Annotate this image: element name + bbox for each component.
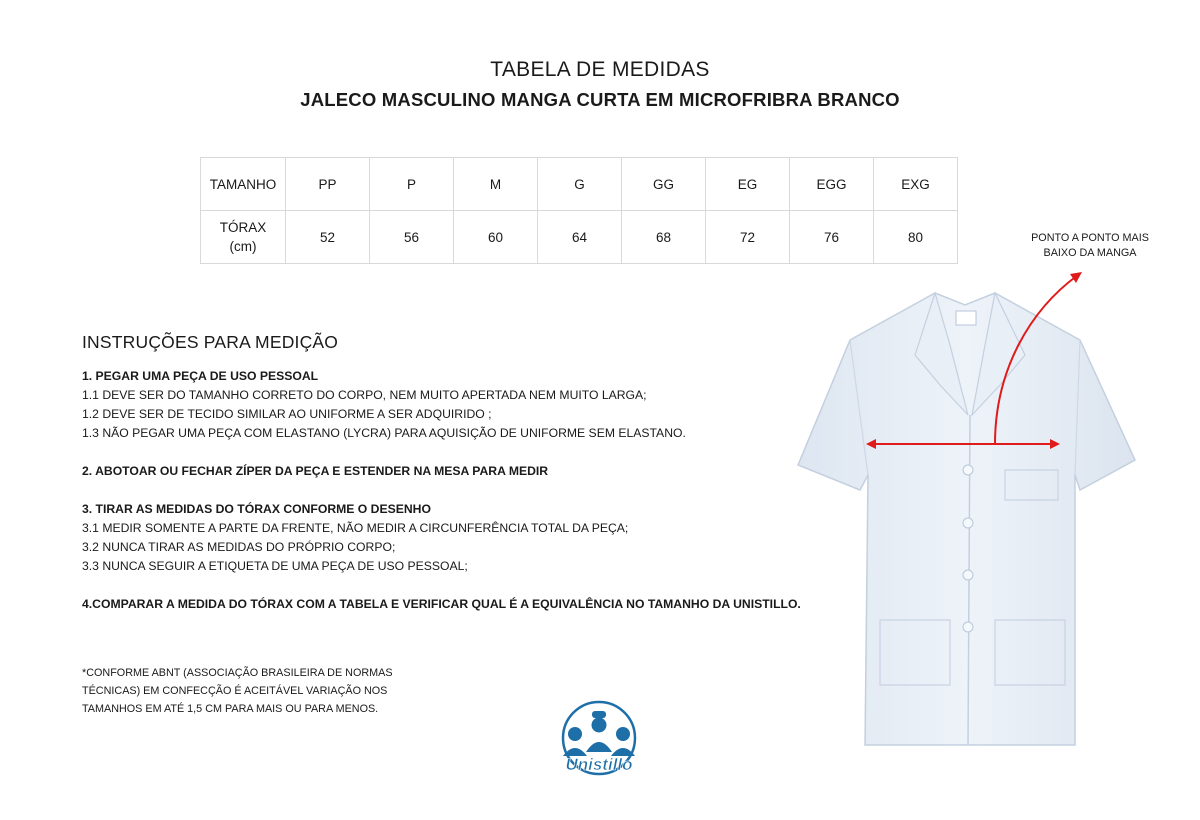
- step-4-title: 4.COMPARAR A MEDIDA DO TÓRAX COM A TABELA E VERIFICAR QUAL É A EQUIVALÊNCIA NO TAMANHO DA UNISTILLO.: [82, 597, 801, 611]
- table-cell-chest: 72: [706, 211, 790, 264]
- step-3-2: 3.2 NUNCA TIRAR AS MEDIDAS DO PRÓPRIO CORPO;: [82, 540, 396, 554]
- table-cell-chest: 76: [790, 211, 874, 264]
- size-table: [200, 157, 958, 264]
- table-cell-chest: 80: [874, 211, 958, 264]
- table-cell-size: EXG: [874, 158, 958, 211]
- note-line: TAMANHOS EM ATÉ 1,5 CM PARA MAIS OU PARA MENOS.: [82, 703, 379, 715]
- instructions-title: INSTRUÇÕES PARA MEDIÇÃO: [82, 332, 339, 352]
- instructions-list: [82, 367, 801, 614]
- table-cell-size: EG: [706, 158, 790, 211]
- table-cell-chest: 68: [622, 211, 706, 264]
- logo-text: Unistillo: [565, 755, 633, 774]
- table-cell-size: EGG: [790, 158, 874, 211]
- table-cell-size: P: [370, 158, 454, 211]
- table-cell-chest: 52: [286, 211, 370, 264]
- step-3-1: 3.1 MEDIR SOMENTE A PARTE DA FRENTE, NÃO MEDIR A CIRCUNFERÊNCIA TOTAL DA PEÇA;: [82, 521, 629, 535]
- step-1-1: 1.1 DEVE SER DO TAMANHO CORRETO DO CORPO, NEM MUITO APERTADA NEM MUITO LARGA;: [82, 388, 647, 402]
- note-line: *CONFORME ABNT (ASSOCIAÇÃO BRASILEIRA DE NORMAS: [82, 667, 393, 679]
- table-cell-size: PP: [286, 158, 370, 211]
- annotation-line: PONTO A PONTO MAIS: [1031, 232, 1149, 244]
- table-cell-chest: 56: [370, 211, 454, 264]
- table-cell-chest: 60: [454, 211, 538, 264]
- page-subtitle: JALECO MASCULINO MANGA CURTA EM MICROFRIBRA BRANCO: [300, 89, 900, 110]
- table-row-chest: [201, 211, 958, 264]
- chest-unit: (cm): [229, 239, 257, 254]
- abnt-note: [82, 664, 402, 718]
- table-header-size: TAMANHO: [201, 158, 286, 211]
- step-2-title: 2. ABOTOAR OU FECHAR ZÍPER DA PEÇA E ESTENDER NA MESA PARA MEDIR: [82, 464, 549, 478]
- measure-annotation: [1020, 231, 1160, 261]
- chest-label: TÓRAX: [219, 220, 267, 235]
- table-header-chest: [201, 211, 286, 264]
- unistillo-logo: [553, 700, 645, 780]
- table-cell-chest: 64: [538, 211, 622, 264]
- step-3-title: 3. TIRAR AS MEDIDAS DO TÓRAX CONFORME O DESENHO: [82, 502, 431, 516]
- note-line: TÉCNICAS) EM CONFECÇÃO É ACEITÁVEL VARIAÇÃO NOS: [82, 685, 388, 697]
- step-1-2: 1.2 DEVE SER DE TECIDO SIMILAR AO UNIFORME A SER ADQUIRIDO ;: [82, 407, 492, 421]
- step-1-3: 1.3 NÃO PEGAR UMA PEÇA COM ELASTANO (LYCRA) PARA AQUISIÇÃO DE UNIFORME SEM ELASTANO.: [82, 426, 686, 440]
- table-cell-size: M: [454, 158, 538, 211]
- lab-coat-illustration: [790, 285, 1150, 755]
- page-title: TABELA DE MEDIDAS: [490, 58, 710, 81]
- table-cell-size: GG: [622, 158, 706, 211]
- step-3-3: 3.3 NUNCA SEGUIR A ETIQUETA DE UMA PEÇA DE USO PESSOAL;: [82, 559, 468, 573]
- annotation-line: BAIXO DA MANGA: [1043, 247, 1137, 259]
- table-cell-size: G: [538, 158, 622, 211]
- table-row-sizes: [201, 158, 958, 211]
- step-1-title: 1. PEGAR UMA PEÇA DE USO PESSOAL: [82, 369, 319, 383]
